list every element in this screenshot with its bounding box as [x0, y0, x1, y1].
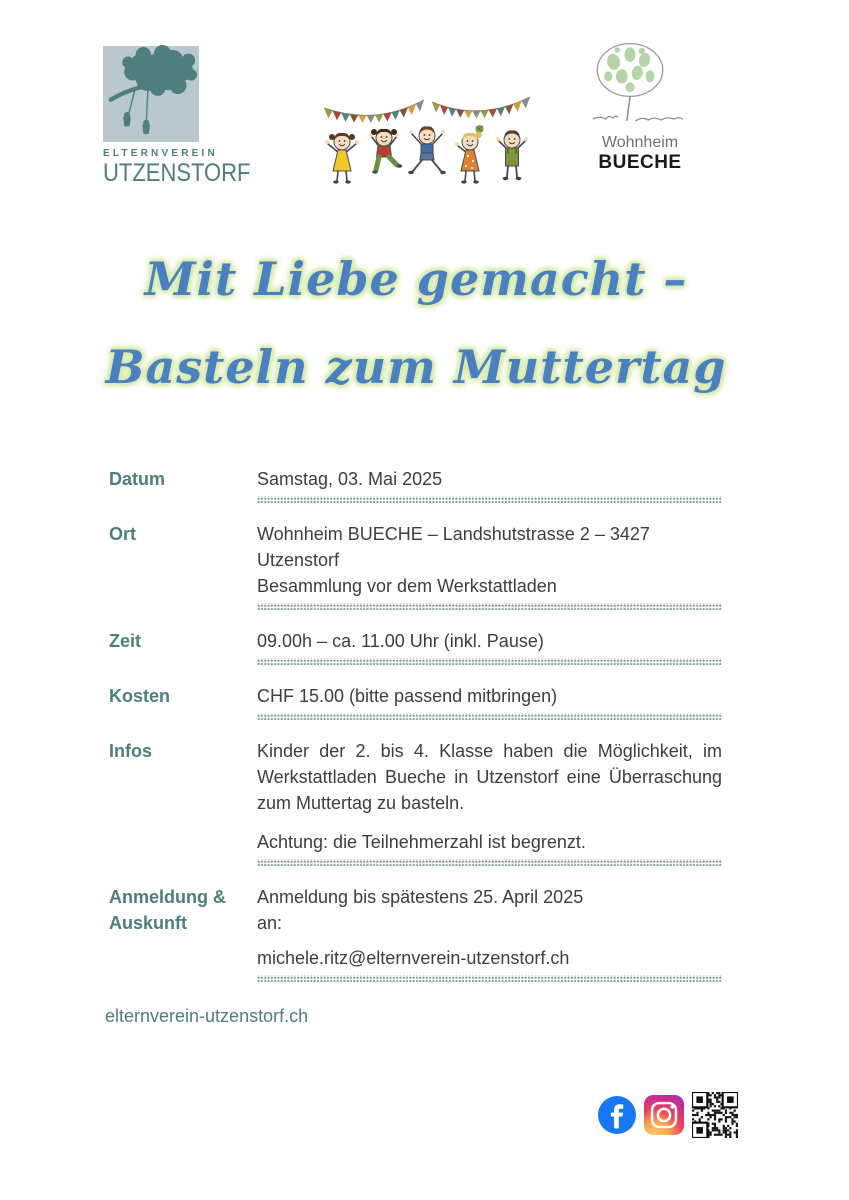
value-ort: [257, 521, 722, 610]
wohnheim-tree-icon: [590, 40, 690, 130]
wohnheim-bueche-logo: [580, 40, 700, 174]
value-anmeldung: [257, 884, 722, 982]
label-datum: Datum: [109, 469, 166, 489]
label-ort: Ort: [109, 524, 136, 544]
label-infos: Infos: [109, 741, 152, 761]
bueche-label: BUECHE: [598, 152, 682, 173]
event-details-table: [109, 466, 722, 1000]
elternverein-name: ELTERNVEREIN: [103, 148, 218, 159]
elternverein-logo: [103, 45, 251, 188]
anmeldung-email: michele.ritz@elternverein-utzenstorf.ch: [257, 948, 570, 968]
kosten-text: CHF 15.00 (bitte passend mitbringen): [257, 686, 558, 706]
qr-code: [692, 1092, 738, 1138]
dotted-separator: [257, 975, 722, 982]
flyer-title-line1: Mit Liebe gemacht –: [144, 252, 688, 306]
value-kosten: [257, 683, 722, 720]
elternverein-town: UTZENSTORF: [103, 159, 251, 187]
ort-address: Wohnheim BUECHE – Landshutstrasse 2 – 3427 Utzenstorf: [257, 524, 650, 570]
label-zeit: Zeit: [109, 631, 142, 651]
dotted-separator: [257, 496, 722, 503]
anmeldung-an: an:: [257, 913, 283, 933]
social-icons: [598, 1092, 738, 1138]
facebook-icon[interactable]: [598, 1096, 636, 1134]
dotted-separator: [257, 713, 722, 720]
datum-text: Samstag, 03. Mai 2025: [257, 469, 443, 489]
website-link[interactable]: elternverein-utzenstorf.ch: [105, 1006, 309, 1026]
row-datum: [109, 466, 722, 503]
value-datum: [257, 466, 722, 503]
wohnheim-label: Wohnheim: [601, 134, 679, 151]
zeit-text: 09.00h – ca. 11.00 Uhr (inkl. Pause): [257, 631, 544, 651]
children-party-illustration: [320, 94, 534, 192]
row-ort: [109, 521, 722, 610]
value-infos: [257, 738, 722, 866]
label-kosten: Kosten: [109, 686, 171, 706]
row-infos: [109, 738, 722, 866]
dotted-separator: [257, 603, 722, 610]
row-zeit: [109, 628, 722, 665]
dotted-separator: [257, 658, 722, 665]
dotted-separator: [257, 859, 722, 866]
row-kosten: [109, 683, 722, 720]
label-anmeldung: Anmeldung & Auskunft: [109, 887, 226, 933]
value-zeit: [257, 628, 722, 665]
anmeldung-deadline: Anmeldung bis spätestens 25. April 2025: [257, 887, 584, 907]
instagram-icon[interactable]: [643, 1094, 685, 1136]
bunting-garland: [324, 97, 530, 123]
infos-description: Kinder der 2. bis 4. Klasse haben die Möglichkeit, im Werkstattladen Bueche in Utzenstorf eine Überraschung zum Muttertag zu basteln.: [257, 741, 722, 813]
infos-warning: Achtung: die Teilnehmerzahl ist begrenzt.: [257, 832, 586, 852]
elternverein-tree-icon: [103, 45, 199, 143]
ort-meeting-point: Besammlung vor dem Werkstattladen: [257, 576, 557, 596]
row-anmeldung: [109, 884, 722, 982]
flyer-title-line2: Basteln zum Muttertag: [105, 340, 727, 394]
